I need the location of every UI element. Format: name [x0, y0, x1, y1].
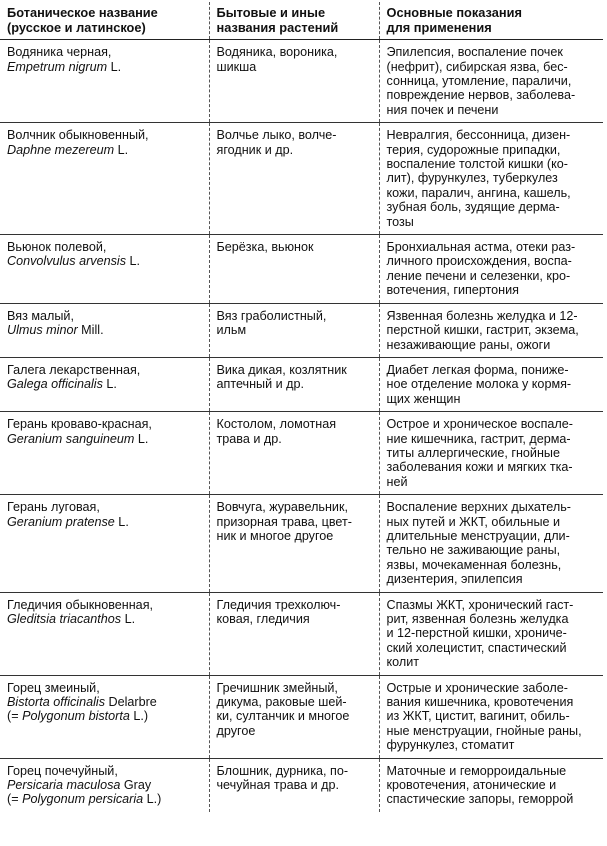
indications-cell	[379, 592, 603, 675]
header-botanical-name	[0, 2, 209, 40]
latin-name-text: Polygonum persicaria	[22, 792, 144, 807]
botanical-name-line	[7, 432, 207, 446]
indications-line: Язвенная болезнь желудка и 12-	[386, 308, 578, 323]
common-names-cell	[209, 758, 379, 812]
latin-name-text: Empetrum nigrum	[7, 59, 108, 74]
common-names-line: Вика дикая, козлятник	[216, 362, 347, 377]
table-row	[0, 357, 603, 411]
indications-line: ния почек и печени	[386, 102, 499, 117]
botanical-name-line	[7, 695, 207, 709]
indications-line: Острое и хроническое воспале-	[386, 417, 573, 432]
header-line: Основные показания	[386, 5, 522, 20]
botanical-name-line	[7, 323, 207, 337]
indications-line: повреждение нервов, заболева-	[386, 88, 576, 103]
name-text: Волчник обыкновенный,	[7, 128, 149, 143]
name-text: L.	[102, 377, 117, 392]
indications-cell	[379, 235, 603, 304]
botanical-name-line	[7, 60, 207, 74]
latin-name-text: Geranium sanguineum	[7, 431, 135, 446]
botanical-name-cell	[0, 495, 209, 592]
common-names-line: трава и др.	[216, 431, 282, 446]
indications-line: тельно не заживающие раны,	[386, 543, 561, 558]
indications-line: титы аллергические, гнойные	[386, 445, 560, 460]
latin-name-text: Gleditsia triacanthos	[7, 612, 122, 626]
indications-cell	[379, 303, 603, 357]
indications-line: кровотечения, атонические и	[386, 778, 557, 793]
indications-line: ных путей и ЖКТ, обильные и	[386, 514, 561, 529]
indications-line: кожи, паралич, ангина, кашель,	[386, 185, 571, 200]
common-names-cell	[209, 303, 379, 357]
indications-line: длительные менструации, дли-	[386, 528, 570, 543]
name-text: L.)	[143, 792, 162, 807]
indications-line: терия, судорожные припадки,	[386, 142, 561, 157]
table-row	[0, 758, 603, 812]
botanical-name-line	[7, 515, 207, 529]
indications-line: сонница, утомление, параличи,	[386, 74, 572, 88]
indications-line: зубная боль, зудящие дерма-	[386, 200, 560, 215]
common-names-cell	[209, 357, 379, 411]
name-text: Mill.	[77, 323, 104, 338]
latin-name-text: Daphne mezereum	[7, 142, 115, 157]
indications-line: рит, язвенная болезнь желудка	[386, 612, 569, 626]
indications-line: тозы	[386, 214, 414, 229]
indications-line: ное отделение молока у кормя-	[386, 377, 572, 392]
latin-name-text: Bistorta officinalis	[7, 695, 105, 710]
herb-table	[0, 2, 603, 812]
indications-line: колит	[386, 655, 420, 670]
botanical-name-line	[7, 598, 207, 612]
name-text: Вяз малый,	[7, 308, 74, 323]
indications-line: ние кишечника, гастрит, дерма-	[386, 431, 571, 446]
name-text: Гледичия обыкновенная,	[7, 597, 154, 612]
common-names-line: шикша	[216, 59, 257, 74]
header-indications	[379, 2, 603, 40]
indications-line: Маточные и геморроидальные	[386, 763, 567, 778]
common-names-line: Вовчуга, журавельник,	[216, 500, 348, 515]
botanical-name-line	[7, 128, 207, 142]
botanical-name-cell	[0, 40, 209, 123]
common-names-line: аптечный и др.	[216, 377, 305, 392]
indications-line: Воспаление верхних дыхатель-	[386, 500, 571, 515]
indications-line: Острые и хронические заболе-	[386, 680, 568, 695]
botanical-name-line	[7, 309, 207, 323]
header-line: Ботаническое название	[7, 5, 158, 20]
indications-line: личного происхождения, воспа-	[386, 254, 572, 269]
indications-cell	[379, 495, 603, 592]
common-names-line: Волчье лыко, волче-	[216, 128, 337, 143]
botanical-name-cell	[0, 412, 209, 495]
name-text: L.	[121, 612, 136, 626]
botanical-name-line	[7, 778, 207, 792]
indications-line: язвы, мочекаменная болезнь,	[386, 557, 562, 572]
botanical-name-cell	[0, 675, 209, 758]
common-names-line: ильм	[216, 323, 247, 338]
common-names-line: Вяз граболистный,	[216, 308, 327, 323]
common-names-line: Костолом, ломотная	[216, 417, 337, 432]
name-text: Герань кроваво-красная,	[7, 417, 152, 432]
header-line: названия растений	[216, 19, 339, 35]
botanical-name-cell	[0, 235, 209, 304]
table-row	[0, 412, 603, 495]
indications-line: из ЖКТ, цистит, вагинит, обиль-	[386, 709, 570, 724]
common-names-line: призорная трава, цвет-	[216, 514, 352, 529]
botanical-name-line	[7, 612, 207, 626]
common-names-line: ник и многое другое	[216, 528, 334, 543]
indications-line: воспаление толстой кишки (ко-	[386, 157, 568, 172]
latin-name-text: Convolvulus arvensis	[7, 254, 126, 269]
botanical-name-cell	[0, 592, 209, 675]
header-line: Бытовые и иные	[216, 5, 326, 20]
common-names-line: Водяника, вороника,	[216, 45, 338, 60]
indications-cell	[379, 40, 603, 123]
botanical-name-line	[7, 681, 207, 695]
indications-line: дизентерия, эпилепсия	[386, 572, 523, 587]
latin-name-text: Persicaria maculosa	[7, 778, 121, 793]
botanical-name-line	[7, 417, 207, 431]
common-names-line: Гречишник змейный,	[216, 680, 338, 695]
indications-line: вания кишечника, кровотечения	[386, 695, 574, 710]
botanical-name-line	[7, 792, 207, 806]
common-names-line: другое	[216, 723, 256, 738]
table-body	[0, 40, 603, 812]
latin-name-text: Geranium pratense	[7, 514, 115, 529]
indications-line: Бронхиальная астма, отеки раз-	[386, 240, 576, 255]
indications-line: незаживающие раны, ожоги	[386, 337, 551, 352]
name-text: L.	[107, 59, 122, 74]
common-names-cell	[209, 40, 379, 123]
botanical-name-line	[7, 363, 207, 377]
indications-line: вотечения, гипертония	[386, 283, 519, 298]
header-line: для применения	[386, 19, 492, 35]
indications-line: ней	[386, 474, 408, 489]
common-names-line: Блошник, дурника, по-	[216, 763, 349, 778]
botanical-name-cell	[0, 123, 209, 235]
common-names-cell	[209, 495, 379, 592]
botanical-name-cell	[0, 758, 209, 812]
botanical-name-line	[7, 764, 207, 778]
common-names-cell	[209, 123, 379, 235]
botanical-name-line	[7, 143, 207, 157]
name-text: (=	[7, 709, 23, 724]
table-row	[0, 235, 603, 304]
latin-name-text: Polygonum bistorta	[22, 709, 130, 724]
latin-name-text: Galega officinalis	[7, 377, 103, 392]
name-text: Gray	[120, 778, 152, 793]
latin-name-text: Ulmus minor	[7, 323, 78, 338]
indications-line: (нефрит), сибирская язва, бес-	[386, 59, 568, 74]
botanical-name-line	[7, 45, 207, 59]
name-text: L.	[134, 431, 149, 446]
table-row	[0, 495, 603, 592]
common-names-cell	[209, 235, 379, 304]
indications-line: Эпилепсия, воспаление почек	[386, 45, 563, 60]
common-names-line: Гледичия трехколюч-	[216, 597, 341, 612]
common-names-line: Берёзка, вьюнок	[216, 240, 314, 255]
indications-cell	[379, 357, 603, 411]
name-text: Горец змеиный,	[7, 680, 100, 695]
indications-line: Невралгия, бессонница, дизен-	[386, 128, 571, 143]
botanical-name-line	[7, 240, 207, 254]
name-text: L.	[114, 514, 129, 529]
botanical-name-line	[7, 709, 207, 723]
botanical-name-cell	[0, 357, 209, 411]
name-text: Горец почечуйный,	[7, 763, 118, 778]
common-names-cell	[209, 412, 379, 495]
indications-line: заболевания кожи и мягких тка-	[386, 460, 573, 475]
indications-line: фурункулез, стоматит	[386, 738, 515, 753]
indications-cell	[379, 412, 603, 495]
botanical-name-line	[7, 377, 207, 391]
common-names-line: ягодник и др.	[216, 142, 294, 157]
common-names-line: дикума, раковые шей-	[216, 695, 347, 710]
name-text: L.	[114, 142, 129, 157]
header-row	[0, 2, 603, 40]
table-row	[0, 40, 603, 123]
botanical-name-cell	[0, 303, 209, 357]
table-row	[0, 303, 603, 357]
name-text: L.)	[129, 709, 149, 724]
common-names-line: ки, султанчик и многое	[216, 709, 350, 724]
name-text: Галега лекарственная,	[7, 362, 141, 377]
indications-cell	[379, 123, 603, 235]
indications-line: Спазмы ЖКТ, хронический гаст-	[386, 597, 574, 612]
name-text: Вьюнок полевой,	[7, 240, 107, 255]
botanical-name-line	[7, 500, 207, 514]
name-text: Водяника черная,	[7, 45, 112, 60]
indications-line: перстной кишки, гастрит, экзема,	[386, 323, 579, 338]
common-names-cell	[209, 592, 379, 675]
botanical-name-line	[7, 254, 207, 268]
indications-line: и 12-перстной кишки, хрониче-	[386, 626, 567, 641]
table-row	[0, 123, 603, 235]
header-line: (русское и латинское)	[7, 19, 146, 35]
indications-cell	[379, 675, 603, 758]
indications-line: лит), фурункулез, туберкулез	[386, 171, 558, 186]
name-text: L.	[126, 254, 141, 269]
indications-line: ский холецистит, спастический	[386, 640, 567, 655]
name-text: (=	[7, 792, 23, 807]
name-text: Delarbre	[105, 695, 157, 710]
indications-line: ление печени и селезенки, кро-	[386, 268, 571, 283]
name-text: Герань луговая,	[7, 500, 100, 515]
indications-line: спастические запоры, геморрой	[386, 792, 574, 807]
common-names-cell	[209, 675, 379, 758]
common-names-line: ковая, гледичия	[216, 612, 310, 626]
indications-line: Диабет легкая форма, пониже-	[386, 362, 569, 377]
table-header	[0, 2, 603, 40]
common-names-line: чечуйная трава и др.	[216, 778, 340, 793]
indications-cell	[379, 758, 603, 812]
table-row	[0, 592, 603, 675]
table-row	[0, 675, 603, 758]
indications-line: ные менструации, гнойные раны,	[386, 723, 582, 738]
header-common-names	[209, 2, 379, 40]
indications-line: щих женщин	[386, 391, 461, 406]
